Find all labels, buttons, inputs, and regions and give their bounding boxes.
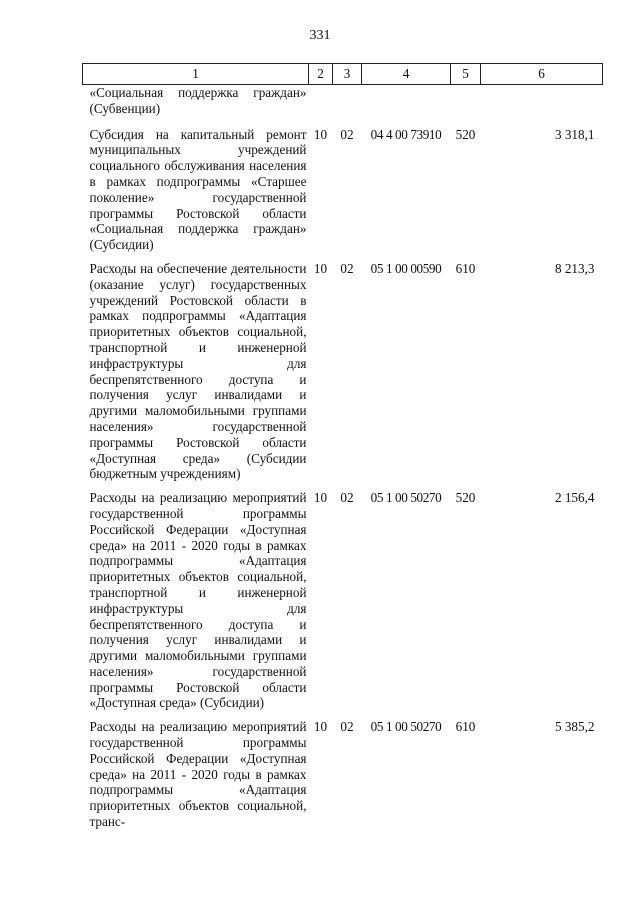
row-amount: 8 213,3 <box>554 260 595 276</box>
row-target-article: 05 1 00 50270 <box>370 719 442 735</box>
table-row <box>83 719 603 838</box>
row-target-article: 05 1 00 50270 <box>370 490 442 506</box>
table-row <box>83 127 603 261</box>
row-amount: 5 385,2 <box>554 719 595 735</box>
header-col-5: 5 <box>451 64 481 85</box>
row-subsection: 02 <box>340 719 354 735</box>
row-subsection: 02 <box>340 490 354 506</box>
table-row <box>83 490 603 719</box>
row-section: 10 <box>313 490 328 506</box>
continuation-description: «Социальная поддержка граждан» (Субвенции) <box>89 85 307 116</box>
header-col-3: 3 <box>333 64 362 85</box>
row-expense-type: 520 <box>455 490 476 506</box>
budget-table <box>82 63 603 838</box>
header-col-6: 6 <box>481 64 603 85</box>
page-number: 331 <box>309 28 331 43</box>
row-description: Расходы на обеспечение деятельности (оказание услуг) государственных учреждений Ростовской области в рамках подпрограммы «Адаптация приоритетных объектов социальной, транспортной и инженерной инфраструктуры для беспрепятственного доступа и получения услуг инвалидами и другими маломобильными группами населения» государственной программы Ростовской области «Доступная среда» (Субсидии бюджетным учреждениям) <box>89 260 307 482</box>
table-header-row <box>83 64 603 85</box>
row-description: Расходы на реализацию мероприятий государственной программы Российской Федерации «Доступная среда» на 2011 - 2020 годы в рамках подпрограммы «Адаптация приоритетных объектов социальной, транспортной и инженерной инфраструктуры для беспрепятственного доступа и получения услуг инвалидами и другими маломобильными группами населения» государственной программы Ростовской области «Доступная среда» (Субсидии) <box>89 490 307 711</box>
header-col-2: 2 <box>309 64 333 85</box>
row-description: Расходы на реализацию мероприятий государственной программы Российской Федерации «Доступная среда» на 2011 - 2020 годы в рамках подпрограммы «Адаптация приоритетных объектов социальной, транс- <box>89 719 307 830</box>
row-subsection: 02 <box>340 126 354 142</box>
table-row-continuation <box>83 85 603 127</box>
row-amount: 3 318,1 <box>554 126 595 142</box>
header-col-1: 1 <box>83 64 309 85</box>
header-col-4: 4 <box>362 64 451 85</box>
row-expense-type: 520 <box>455 126 476 142</box>
row-description: Субсидия на капитальный ремонт муниципальных учреждений социального обслуживания населения в рамках подпрограммы «Старшее поколение» государственной программы Ростовской области «Социальная поддержка граждан» (Субсидии) <box>89 126 307 253</box>
row-subsection: 02 <box>340 260 354 276</box>
row-section: 10 <box>313 719 328 735</box>
table-row <box>83 261 603 490</box>
row-expense-type: 610 <box>455 260 476 276</box>
row-expense-type: 610 <box>455 719 476 735</box>
row-section: 10 <box>313 126 328 142</box>
row-target-article: 04 4 00 73910 <box>370 126 442 142</box>
row-target-article: 05 1 00 00590 <box>370 260 442 276</box>
row-amount: 2 156,4 <box>554 490 595 506</box>
row-section: 10 <box>313 260 328 276</box>
